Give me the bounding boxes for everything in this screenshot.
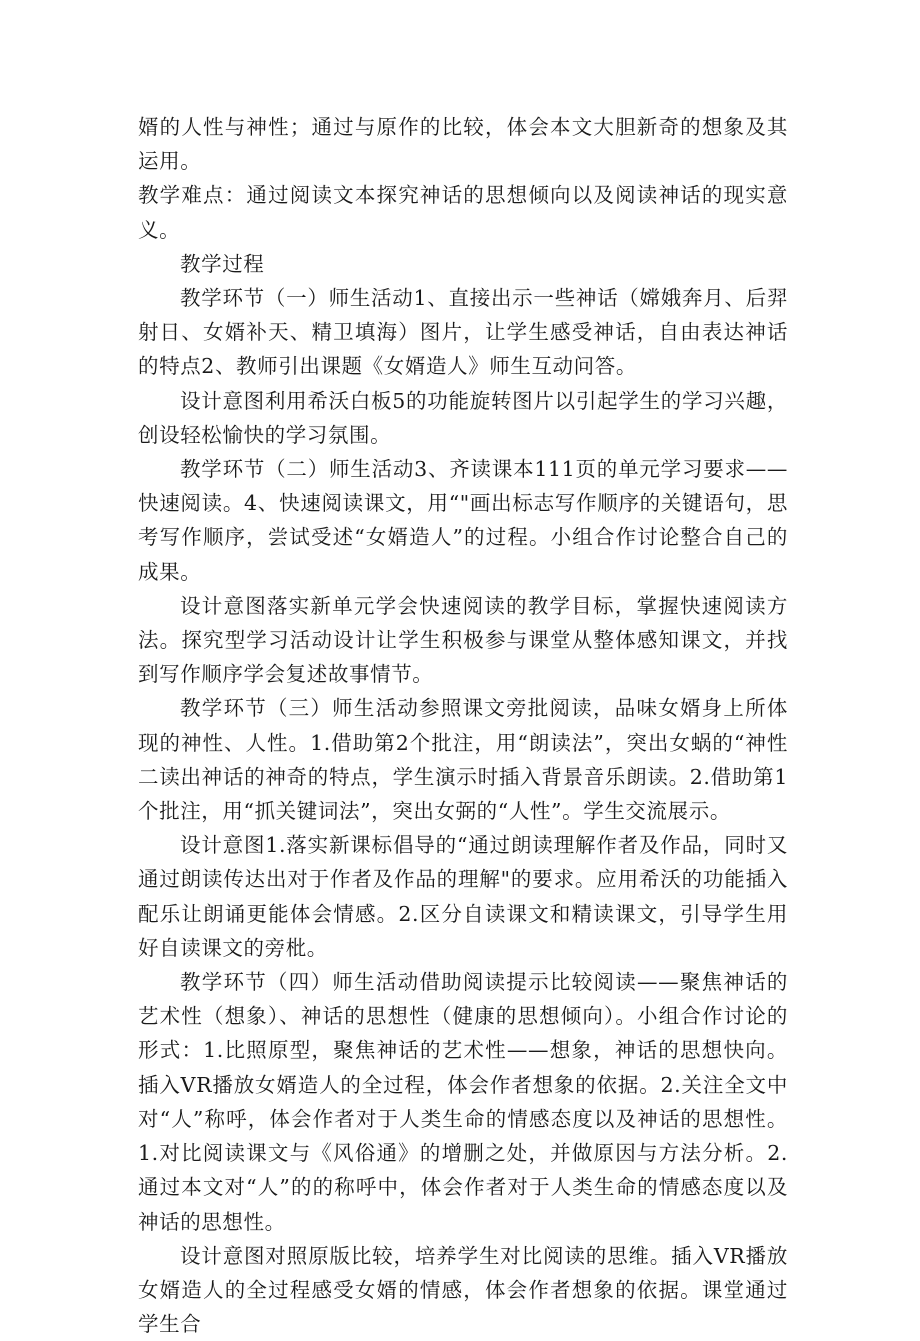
paragraph-stage-1: 教学环节（一）师生活动1、直接出示一些神话（嫦娥奔月、后羿射日、女婿补天、精卫填海）图片，让学生感受神话，自由表达神话的特点2、教师引出课题《女婿造人》师生互动问答。: [138, 286, 788, 379]
paragraph-design-intent-3: 设计意图1.落实新课标倡导的“通过朗读理解作者及作品，同时又通过朗读传达出对于作者及作品的理解"的要求。应用希沃的功能插入配乐让朗诵更能体会情感。2.区分自读课文和精读课文，引导学生用好自读课文的旁枇。: [138, 833, 788, 960]
paragraph-objective-continued: 婿的人性与神性；通过与原作的比较，体会本文大胆新奇的想象及其运用。: [138, 115, 788, 174]
paragraph-stage-3: 教学环节（三）师生活动参照课文旁批阅读，品味女婿身上所体现的神性、人性。1.借助第2个批注，用“朗读法”，突出女蜗的“神性二读出神话的神奇的特点，学生演示时插入背景音乐朗读。2.借助第1个批注，用“抓关键词法”，突出女弼的“人性”。学生交流展示。: [138, 696, 788, 824]
heading-teaching-process: 教学过程: [180, 251, 265, 276]
paragraph-design-intent-4: 设计意图对照原版比较，培养学生对比阅读的思维。插入VR播放女婿造人的全过程感受女婿的情感，体会作者想象的依据。课堂通过学生合: [138, 1243, 788, 1337]
paragraph-teaching-difficulty: 教学难点：通过阅读文本探究神话的思想倾向以及阅读神话的现实意义。: [138, 183, 788, 242]
paragraph-design-intent-2: 设计意图落实新单元学会快速阅读的教学目标，掌握快速阅读方法。探究型学习活动设计让学生积极参与课堂从整体感知课文，并找到写作顺序学会复述故事情节。: [138, 593, 788, 687]
paragraph-stage-4: 教学环节（四）师生活动借助阅读提示比较阅读——聚焦神话的艺术性（想象）、神话的思想性（健康的思想倾向）。小组合作讨论的形式：1.比照原型，聚焦神话的艺术性——想象，神话的思想快向。插入VR播放女婿造人的全过程，体会作者想象的依据。2.关注全文中对“人”称呼，体会作者对于人类生命的情感态度以及神话的思想性。1.对比阅读课文与《风俗通》的增删之处，并做原因与方法分析。2.通过本文对“人”的的称呼中，体会作者对于人类生命的情感态度以及神话的思想性。: [138, 970, 788, 1234]
paragraph-stage-2: 教学环节（二）师生活动3、齐读课本111页的单元学习要求——快速阅读。4、快速阅读课文，用“"画出标志写作顺序的关键语句，思考写作顺序，尝试受述“女婿造人”的过程。小组合作讨论整合自己的成果。: [138, 457, 788, 584]
paragraph-design-intent-1: 设计意图利用希沃白板5的功能旋转图片以引起学生的学习兴趣，创设轻松愉快的学习氛围。: [138, 388, 788, 447]
document-body: [138, 110, 788, 1341]
